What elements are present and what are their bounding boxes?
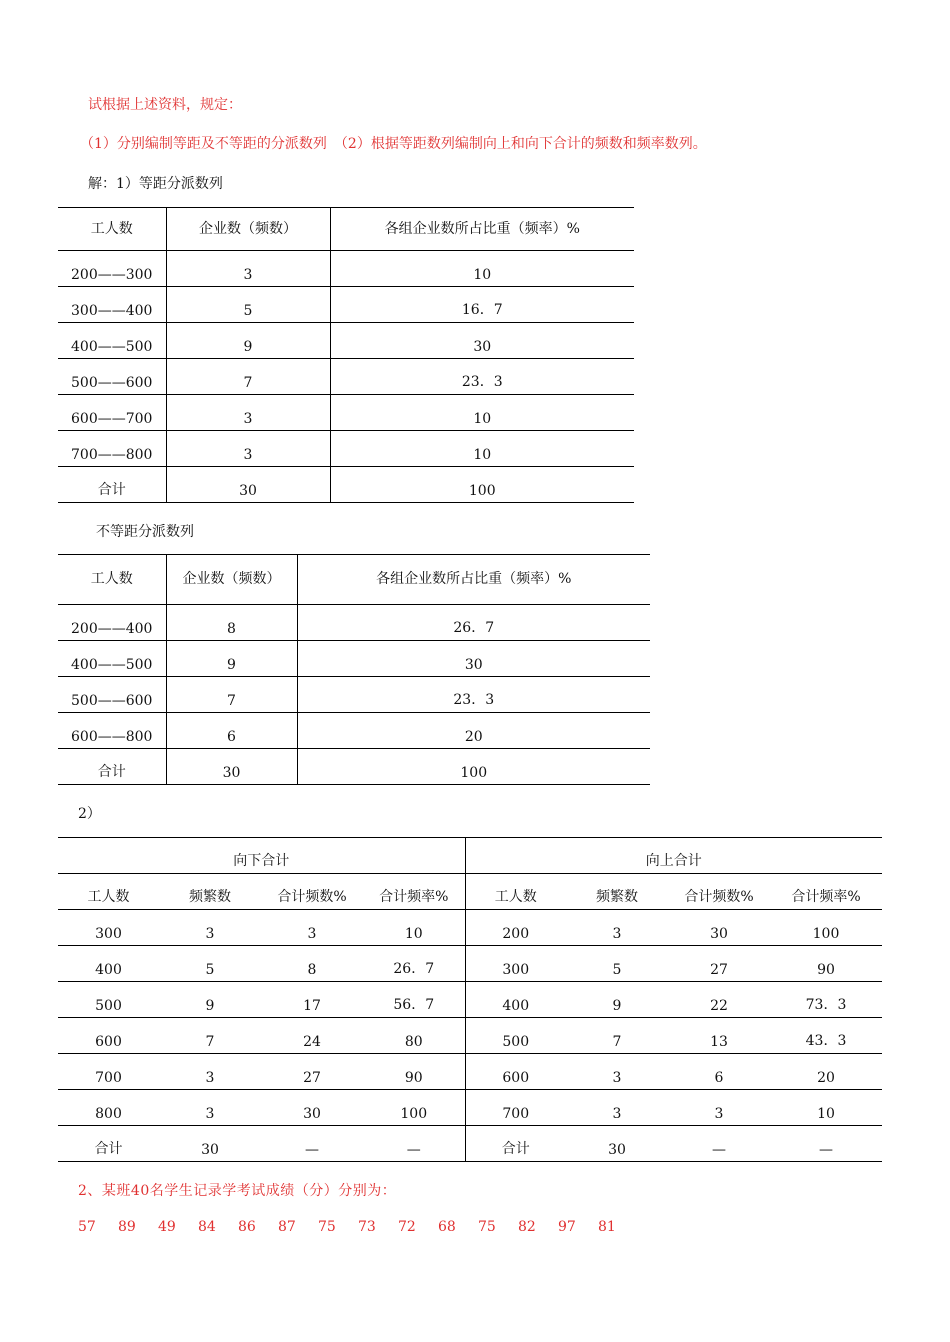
table-row [58, 251, 634, 287]
score-value: 86 [238, 1219, 256, 1235]
table-cell: 26．7 [297, 605, 650, 641]
column-header: 合计频数% [261, 874, 363, 910]
table-cell: 3 [166, 431, 330, 467]
table-header-row [58, 874, 882, 910]
table-cell: 9 [166, 323, 330, 359]
table-total-row [58, 1126, 882, 1162]
table-cell: 22 [668, 982, 770, 1018]
table-row [58, 946, 882, 982]
table-cell: 200 [465, 910, 566, 946]
score-value: 82 [518, 1219, 536, 1235]
table-cell: 26．7 [363, 946, 465, 982]
column-header: 工人数 [58, 555, 166, 605]
column-header: 合计频率% [363, 874, 465, 910]
table-cell: 3 [668, 1090, 770, 1126]
table-cell: 23．3 [330, 359, 634, 395]
table-cell: 100 [297, 749, 650, 785]
score-value: 73 [358, 1219, 376, 1235]
table-cell: 600——700 [58, 395, 166, 431]
group-header-up: 向上合计 [465, 838, 882, 874]
table-cell: 300——400 [58, 287, 166, 323]
table-cell: 30 [159, 1126, 261, 1162]
table-cell: 100 [770, 910, 882, 946]
table-cell: 5 [159, 946, 261, 982]
table-cell: 3 [566, 1054, 668, 1090]
table-cell: 6 [668, 1054, 770, 1090]
column-header: 企业数（频数） [166, 555, 297, 605]
table-cell: 90 [363, 1054, 465, 1090]
table-cell: 23．3 [297, 677, 650, 713]
score-value: 72 [398, 1219, 416, 1235]
table-cell: — [770, 1126, 882, 1162]
table-cell: 500 [58, 982, 159, 1018]
table-total-row [58, 467, 634, 503]
table-row [58, 1054, 882, 1090]
table-cell: 800 [58, 1090, 159, 1126]
table-cell: 600 [58, 1018, 159, 1054]
table-cell: 9 [159, 982, 261, 1018]
table-cell: 30 [166, 467, 330, 503]
table-cell: 3 [159, 1090, 261, 1126]
column-header: 企业数（频数） [166, 208, 330, 251]
table-cell: 300 [465, 946, 566, 982]
table-cell: — [668, 1126, 770, 1162]
table-cell: 24 [261, 1018, 363, 1054]
score-value: 49 [158, 1219, 176, 1235]
table-cell: 27 [668, 946, 770, 982]
table-cell: 6 [166, 713, 297, 749]
column-header: 频繁数 [159, 874, 261, 910]
table-cell: 3 [566, 1090, 668, 1126]
column-header: 各组企业数所占比重（频率）% [330, 208, 634, 251]
table-row [58, 431, 634, 467]
table-cell: 合计 [465, 1126, 566, 1162]
table-cell: — [363, 1126, 465, 1162]
table-row [58, 1018, 882, 1054]
equal-interval-table [58, 207, 634, 503]
table-cell: 合计 [58, 467, 166, 503]
table-cell: 3 [566, 910, 668, 946]
table-cell: 100 [363, 1090, 465, 1126]
table-cell: 3 [159, 1054, 261, 1090]
table-cell: 90 [770, 946, 882, 982]
table-cell: 700 [58, 1054, 159, 1090]
table-row [58, 1090, 882, 1126]
score-value: 57 [78, 1219, 96, 1235]
table-cell: 43．3 [770, 1018, 882, 1054]
table-row [58, 910, 882, 946]
unequal-interval-table [58, 554, 650, 785]
table-cell: 9 [566, 982, 668, 1018]
table-cell: 9 [166, 641, 297, 677]
column-header: 频繁数 [566, 874, 668, 910]
part2-label: 2） [78, 806, 101, 822]
table-row [58, 605, 650, 641]
table-cell: 100 [330, 467, 634, 503]
table-cell: 7 [166, 359, 330, 395]
table-cell: 600 [465, 1054, 566, 1090]
table-cell: 10 [770, 1090, 882, 1126]
table-cell: 500——600 [58, 677, 166, 713]
table-cell: 7 [159, 1018, 261, 1054]
score-value: 81 [598, 1219, 616, 1235]
table-row [58, 359, 634, 395]
table-cell: 400 [465, 982, 566, 1018]
column-header: 工人数 [58, 874, 159, 910]
table-cell: 5 [566, 946, 668, 982]
table-header-row [58, 555, 650, 605]
table-cell: 合计 [58, 749, 166, 785]
table-row [58, 677, 650, 713]
table-cell: 500 [465, 1018, 566, 1054]
table-cell: 200——400 [58, 605, 166, 641]
column-header: 合计频率% [770, 874, 882, 910]
table-cell: 400——500 [58, 323, 166, 359]
table2-title: 不等距分派数列 [96, 524, 194, 540]
table-cell: 30 [297, 641, 650, 677]
score-value: 75 [318, 1219, 336, 1235]
table-cell: 17 [261, 982, 363, 1018]
table-cell: 500——600 [58, 359, 166, 395]
column-header: 各组企业数所占比重（频率）% [297, 555, 650, 605]
table-cell: 300 [58, 910, 159, 946]
table-cell: 600——800 [58, 713, 166, 749]
intro-text: 试根据上述资料，规定： [88, 97, 242, 113]
group-header-row [58, 838, 882, 874]
table-cell: 80 [363, 1018, 465, 1054]
score-value: 68 [438, 1219, 456, 1235]
table-cell: 5 [166, 287, 330, 323]
table-cell: 30 [166, 749, 297, 785]
score-value: 75 [478, 1219, 496, 1235]
table-cell: 20 [770, 1054, 882, 1090]
table-row [58, 395, 634, 431]
score-value: 84 [198, 1219, 216, 1235]
table-total-row [58, 749, 650, 785]
column-header: 工人数 [465, 874, 566, 910]
table-cell: 3 [166, 395, 330, 431]
column-header: 合计频数% [668, 874, 770, 910]
column-header: 工人数 [58, 208, 166, 251]
table-cell: 700——800 [58, 431, 166, 467]
table-cell: 10 [330, 251, 634, 287]
table-cell: 400 [58, 946, 159, 982]
table-cell: 30 [261, 1090, 363, 1126]
table-cell: 30 [330, 323, 634, 359]
requirements-text: （1）分别编制等距及不等距的分派数列 （2）根据等距数列编制向上和向下合计的频数和频率数列。 [80, 136, 707, 152]
table-row [58, 713, 650, 749]
table-cell: 700 [465, 1090, 566, 1126]
scores-list [78, 1219, 638, 1235]
table-cell: 10 [330, 431, 634, 467]
table-cell: 16．7 [330, 287, 634, 323]
table-cell: 13 [668, 1018, 770, 1054]
table-cell: 73．3 [770, 982, 882, 1018]
table-row [58, 287, 634, 323]
table-cell: 30 [566, 1126, 668, 1162]
table-cell: 8 [166, 605, 297, 641]
table-cell: 10 [330, 395, 634, 431]
group-header-down: 向下合计 [58, 838, 465, 874]
answer-heading: 解：1）等距分派数列 [88, 176, 223, 192]
table-cell: 400——500 [58, 641, 166, 677]
table-cell: 27 [261, 1054, 363, 1090]
table-cell: 7 [166, 677, 297, 713]
table-cell: 56．7 [363, 982, 465, 1018]
table-cell: 3 [166, 251, 330, 287]
table-cell: 30 [668, 910, 770, 946]
table-cell: 8 [261, 946, 363, 982]
table-row [58, 641, 650, 677]
table-cell: 3 [159, 910, 261, 946]
table-cell: 200——300 [58, 251, 166, 287]
table-cell: 3 [261, 910, 363, 946]
table-row [58, 982, 882, 1018]
table-cell: 20 [297, 713, 650, 749]
score-value: 89 [118, 1219, 136, 1235]
score-value: 97 [558, 1219, 576, 1235]
table-cell: 10 [363, 910, 465, 946]
table-header-row [58, 208, 634, 251]
table-cell: 7 [566, 1018, 668, 1054]
question2-text: 2、某班40名学生记录学考试成绩（分）分别为： [78, 1183, 397, 1199]
cumulative-table [58, 837, 882, 1162]
table-row [58, 323, 634, 359]
score-value: 87 [278, 1219, 296, 1235]
table-cell: 合计 [58, 1126, 159, 1162]
table-cell: — [261, 1126, 363, 1162]
